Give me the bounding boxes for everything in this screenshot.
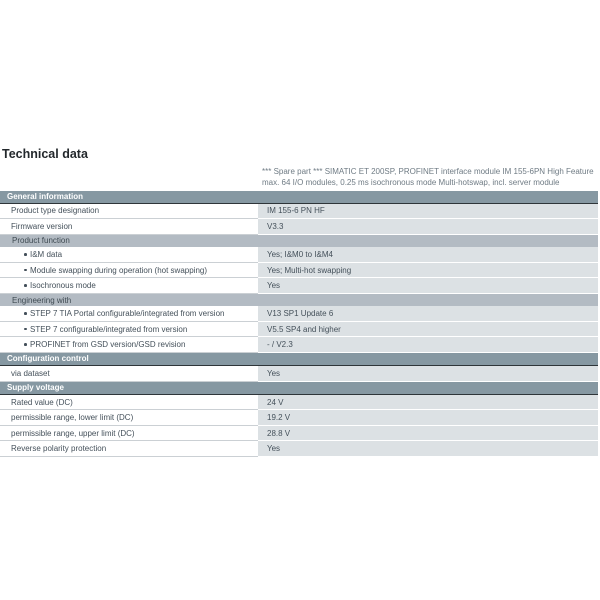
row-label: I&M data xyxy=(0,247,258,263)
row-value: Yes; Multi-hot swapping xyxy=(258,263,598,279)
row-value: Yes xyxy=(258,366,598,382)
subsection-header-engineering-with: Engineering with xyxy=(0,294,598,307)
row-label: Isochronous mode xyxy=(0,278,258,294)
product-description-line-1: *** Spare part *** SIMATIC ET 200SP, PROFINET interface module IM 155-6PN High Feature xyxy=(262,167,594,176)
row-value: 28.8 V xyxy=(258,426,598,442)
row-label: permissible range, upper limit (DC) xyxy=(0,426,258,442)
table-row xyxy=(0,337,598,353)
row-label: Reverse polarity protection xyxy=(0,441,258,457)
row-value: Yes; I&M0 to I&M4 xyxy=(258,247,598,263)
row-value: Yes xyxy=(258,278,598,294)
row-value: 19.2 V xyxy=(258,410,598,426)
table-row xyxy=(0,322,598,338)
section-header-supply-voltage: Supply voltage xyxy=(0,382,598,395)
bullet-icon xyxy=(24,284,27,287)
section-header-configuration-control: Configuration control xyxy=(0,353,598,366)
table-row xyxy=(0,395,598,411)
row-label: STEP 7 configurable/integrated from version xyxy=(0,322,258,338)
table-row xyxy=(0,219,598,235)
row-label: via dataset xyxy=(0,366,258,382)
subsection-header-product-function: Product function xyxy=(0,235,598,248)
row-value: - / V2.3 xyxy=(258,337,598,353)
table-row xyxy=(0,426,598,442)
table-row xyxy=(0,366,598,382)
bullet-icon xyxy=(24,343,27,346)
table-row xyxy=(0,204,598,220)
bullet-icon xyxy=(24,328,27,331)
table-row xyxy=(0,410,598,426)
bullet-icon xyxy=(24,312,27,315)
row-value: V5.5 SP4 and higher xyxy=(258,322,598,338)
row-label: permissible range, lower limit (DC) xyxy=(0,410,258,426)
row-label: STEP 7 TIA Portal configurable/integrated from version xyxy=(0,306,258,322)
row-label: Rated value (DC) xyxy=(0,395,258,411)
bullet-icon xyxy=(24,269,27,272)
bullet-icon xyxy=(24,253,27,256)
table-row xyxy=(0,263,598,279)
row-label: Module swapping during operation (hot swapping) xyxy=(0,263,258,279)
row-label: PROFINET from GSD version/GSD revision xyxy=(0,337,258,353)
table-row xyxy=(0,441,598,457)
row-label: Product type designation xyxy=(0,204,258,220)
table-row xyxy=(0,306,598,322)
page-title: Technical data xyxy=(2,147,88,161)
row-value: V3.3 xyxy=(258,219,598,235)
row-value: 24 V xyxy=(258,395,598,411)
section-header-general-information: General information xyxy=(0,191,598,204)
table-row xyxy=(0,247,598,263)
product-description xyxy=(262,167,598,188)
table-row xyxy=(0,278,598,294)
row-value: IM 155-6 PN HF xyxy=(258,204,598,220)
technical-data-table xyxy=(0,191,598,457)
row-label: Firmware version xyxy=(0,219,258,235)
row-value: V13 SP1 Update 6 xyxy=(258,306,598,322)
row-value: Yes xyxy=(258,441,598,457)
product-description-line-2: max. 64 I/O modules, 0.25 ms isochronous mode Multi-hotswap, incl. server module xyxy=(262,177,560,187)
